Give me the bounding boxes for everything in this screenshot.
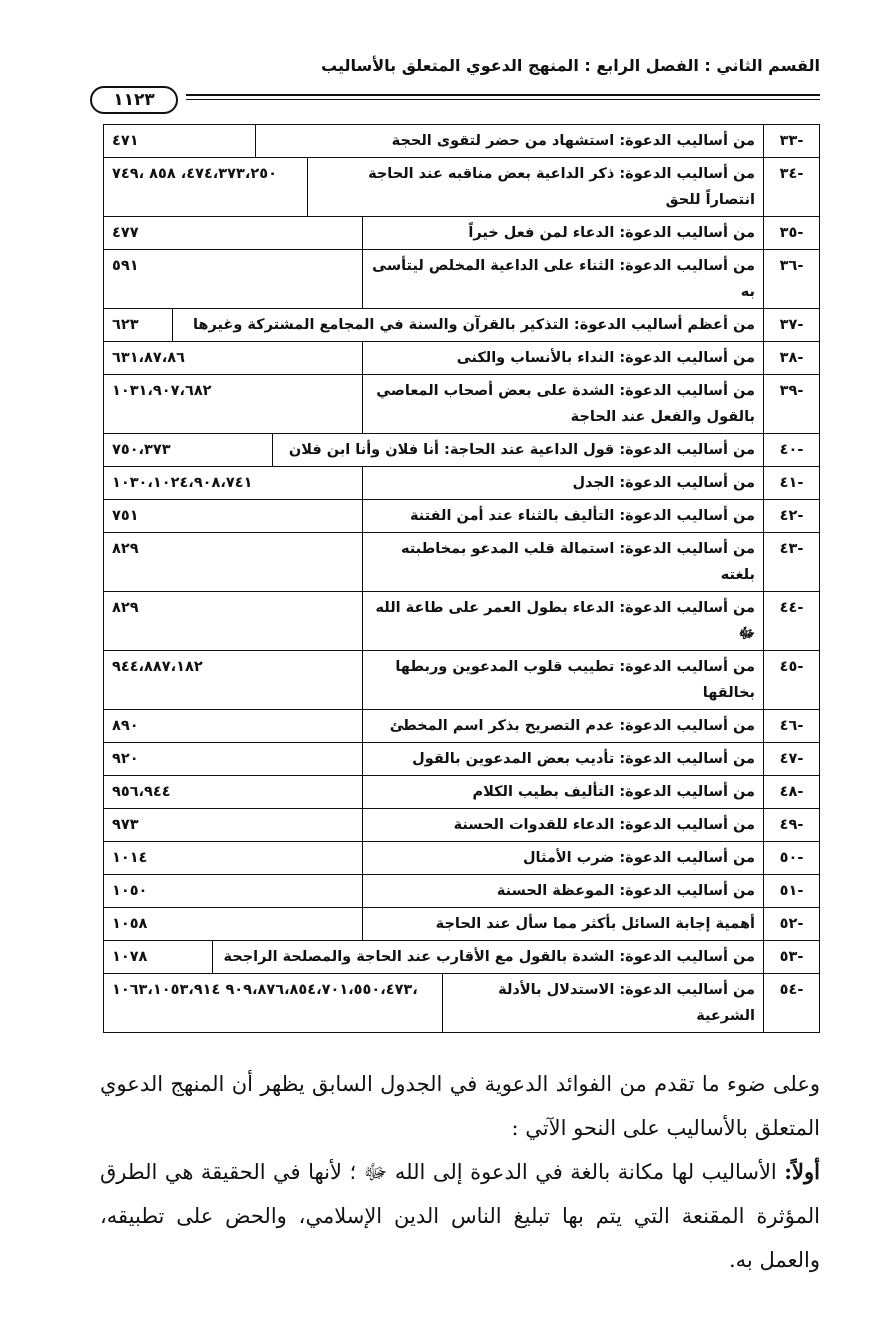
- row-content-table: [104, 342, 763, 374]
- row-number: -٤٨: [764, 776, 820, 809]
- row-pages: ١٠١٤: [112, 850, 148, 866]
- row-pages: ٩٧٣: [112, 817, 139, 833]
- row-number: -٤٥: [764, 651, 820, 710]
- row-title: من أساليب الدعوة: قول الداعية عند الحاجة: أنا فلان وأنا ابن فلان: [273, 434, 764, 466]
- row-pages: ١٠٣١،٩٠٧،٦٨٢: [112, 383, 212, 399]
- methods-index-table: [103, 124, 820, 1033]
- table-row: [104, 776, 820, 809]
- row-number: -٣٩: [764, 375, 820, 434]
- row-title: من أساليب الدعوة: الجدل: [363, 467, 764, 499]
- row-pages: ٧٥١: [112, 508, 139, 524]
- row-title: من أساليب الدعوة: الموعظة الحسنة: [363, 875, 764, 907]
- row-pages: ١٠٥٨: [112, 916, 148, 932]
- row-content-table: [104, 158, 763, 216]
- table-row: [104, 375, 820, 434]
- row-content: [104, 217, 764, 250]
- row-number: -٤٧: [764, 743, 820, 776]
- row-number: -٥٤: [764, 974, 820, 1033]
- row-content-table: [104, 250, 763, 308]
- row-title: من أساليب الدعوة: تأديب بعض المدعوين بالقول: [363, 743, 764, 775]
- row-content-table: [104, 434, 763, 466]
- row-number: -٣٧: [764, 309, 820, 342]
- table-row: [104, 974, 820, 1033]
- row-title: من أساليب الدعوة: النداء بالأنساب والكنى: [363, 342, 764, 374]
- row-title: من أساليب الدعوة: استشهاد من حضر لتقوى الحجة: [256, 125, 764, 157]
- row-pages: ١٠٣٠،١٠٢٤،٩٠٨،٧٤١: [112, 475, 253, 491]
- row-title: من أساليب الدعوة: الشدة بالقول مع الأقارب عند الحاجة والمصلحة الراجحة: [213, 941, 764, 973]
- row-number: -٤٣: [764, 533, 820, 592]
- row-pages: ٦٣١،٨٧،٨٦: [112, 350, 185, 366]
- row-content-table: [104, 710, 763, 742]
- row-content-table: [104, 533, 763, 591]
- row-number: -٤٦: [764, 710, 820, 743]
- table-row: [104, 842, 820, 875]
- row-number: -٣٣: [764, 125, 820, 158]
- row-pages: ٥٩١: [112, 258, 139, 274]
- running-header-title: القسم الثاني : الفصل الرابع : المنهج الدعوي المتعلق بالأساليب: [321, 56, 820, 75]
- row-content: [104, 941, 764, 974]
- row-content: [104, 651, 764, 710]
- row-title: أهمية إجابة السائل بأكثر مما سأل عند الحاجة: [363, 908, 764, 940]
- row-content-table: [104, 809, 763, 841]
- row-content: [104, 533, 764, 592]
- table-row: [104, 434, 820, 467]
- row-content: [104, 842, 764, 875]
- table-row: [104, 875, 820, 908]
- row-pages: ،٩٠٩،٨٧٦،٨٥٤،٧٠١،٥٥٠،٤٧٣ ١٠٦٣،١٠٥٣،٩١٤: [112, 982, 418, 998]
- row-title: من أساليب الدعوة: الدعاء للقدوات الحسنة: [363, 809, 764, 841]
- row-pages: ٤٧١: [112, 133, 139, 149]
- table-row: [104, 342, 820, 375]
- row-pages: ٩٢٠: [112, 751, 139, 767]
- table-row: [104, 250, 820, 309]
- row-content: [104, 467, 764, 500]
- row-title: من أساليب الدعوة: ذكر الداعية بعض مناقبه عند الحاجة انتصاراً للحق: [308, 158, 764, 216]
- row-content-table: [104, 875, 763, 907]
- row-pages: ٨٩٠: [112, 718, 139, 734]
- row-content-table: [104, 500, 763, 532]
- table-row: [104, 125, 820, 158]
- table-row: [104, 467, 820, 500]
- row-content-table: [104, 125, 763, 157]
- row-title: من أساليب الدعوة: التأليف بطيب الكلام: [363, 776, 764, 808]
- row-content: [104, 592, 764, 651]
- row-pages: ٩٥٦،٩٤٤: [112, 784, 171, 800]
- row-title: من أساليب الدعوة: الشدة على بعض أصحاب المعاصي بالقول والفعل عند الحاجة: [363, 375, 764, 433]
- row-content-table: [104, 651, 763, 709]
- row-content: [104, 250, 764, 309]
- row-content: [104, 908, 764, 941]
- table-row: [104, 217, 820, 250]
- page-number: ١١٢٣: [90, 86, 178, 114]
- row-title: من أساليب الدعوة: الاستدلال بالأدلة الشرعية: [443, 974, 764, 1032]
- row-content: [104, 809, 764, 842]
- row-content-table: [104, 908, 763, 940]
- row-pages: ٤٧٤،٣٧٣،٢٥٠، ٨٥٨ ،٧٤٩: [112, 166, 277, 182]
- body-lead: أولاً:: [784, 1159, 820, 1184]
- row-content: [104, 743, 764, 776]
- row-content-table: [104, 776, 763, 808]
- row-title: من أساليب الدعوة: عدم التصريح بذكر اسم المخطئ: [363, 710, 764, 742]
- table-row: [104, 743, 820, 776]
- table-row: [104, 158, 820, 217]
- row-number: -٥٢: [764, 908, 820, 941]
- row-pages: ٨٢٩: [112, 600, 139, 616]
- row-content-table: [104, 375, 763, 433]
- row-pages: ١٠٧٨: [112, 949, 148, 965]
- row-pages: ٩٤٤،٨٨٧،١٨٢: [112, 659, 203, 675]
- row-content-table: [104, 842, 763, 874]
- row-content: [104, 434, 764, 467]
- table-row: [104, 500, 820, 533]
- row-pages: ١٠٥٠: [112, 883, 148, 899]
- body-paragraph-2: [100, 1150, 820, 1282]
- body-text: [100, 1062, 820, 1282]
- row-number: -٣٤: [764, 158, 820, 217]
- table-row: [104, 809, 820, 842]
- row-number: -٥٣: [764, 941, 820, 974]
- row-title: من أساليب الدعوة: التأليف بالثناء عند أمن الفتنة: [363, 500, 764, 532]
- row-content: [104, 710, 764, 743]
- row-content-table: [104, 592, 763, 650]
- table-row: [104, 941, 820, 974]
- row-content-table: [104, 309, 763, 341]
- row-title: من أعظم أساليب الدعوة: التذكير بالقرآن والسنة في المجامع المشتركة وغيرها: [173, 309, 764, 341]
- page-header: [90, 46, 820, 110]
- body-paragraph-1: وعلى ضوء ما تقدم من الفوائد الدعوية في الجدول السابق يظهر أن المنهج الدعوي المتعلق بالأساليب على النحو الآتي :: [100, 1072, 820, 1140]
- row-content-table: [104, 217, 763, 249]
- row-number: -٤١: [764, 467, 820, 500]
- row-content: [104, 125, 764, 158]
- row-pages: ٨٢٩: [112, 541, 139, 557]
- table-row: [104, 533, 820, 592]
- row-title: من أساليب الدعوة: الدعاء لمن فعل خيراً: [363, 217, 764, 249]
- row-content: [104, 375, 764, 434]
- row-content: [104, 309, 764, 342]
- table-row: [104, 651, 820, 710]
- row-number: -٥٠: [764, 842, 820, 875]
- row-content: [104, 776, 764, 809]
- table-row: [104, 309, 820, 342]
- row-pages: ٦٢٣: [112, 317, 139, 333]
- row-title: من أساليب الدعوة: الثناء على الداعية المخلص ليتأسى به: [363, 250, 764, 308]
- row-title: من أساليب الدعوة: الدعاء بطول العمر على طاعة الله ﷻ: [363, 592, 764, 650]
- row-pages: ٤٧٧: [112, 225, 139, 241]
- row-content-table: [104, 467, 763, 499]
- row-number: -٣٥: [764, 217, 820, 250]
- row-content-table: [104, 941, 763, 973]
- header-rule: [186, 94, 820, 100]
- row-content: [104, 974, 764, 1033]
- table-row: [104, 908, 820, 941]
- row-content: [104, 342, 764, 375]
- row-content: [104, 158, 764, 217]
- row-title: من أساليب الدعوة: ضرب الأمثال: [363, 842, 764, 874]
- row-number: -٤٤: [764, 592, 820, 651]
- row-title: من أساليب الدعوة: تطييب قلوب المدعوين وربطها بخالقها: [363, 651, 764, 709]
- row-content: [104, 875, 764, 908]
- row-content-table: [104, 743, 763, 775]
- row-content-table: [104, 974, 763, 1032]
- table-row: [104, 592, 820, 651]
- row-number: -٤٢: [764, 500, 820, 533]
- body-paragraph-2-text: الأساليب لها مكانة بالغة في الدعوة إلى الله ﷻ ؛ لأنها في الحقيقة هي الطرق المؤثرة المقنعة التي يتم بها تبليغ الناس الدين الإسلامي، والحض على تطبيقه، والعمل به.: [100, 1160, 820, 1272]
- row-pages: ٧٥٠،٣٧٣: [112, 442, 171, 458]
- row-number: -٤٩: [764, 809, 820, 842]
- table-row: [104, 710, 820, 743]
- row-number: -٣٦: [764, 250, 820, 309]
- row-number: -٤٠: [764, 434, 820, 467]
- row-title: من أساليب الدعوة: استمالة قلب المدعو بمخاطبته بلغته: [363, 533, 764, 591]
- row-number: -٥١: [764, 875, 820, 908]
- row-content: [104, 500, 764, 533]
- row-number: -٣٨: [764, 342, 820, 375]
